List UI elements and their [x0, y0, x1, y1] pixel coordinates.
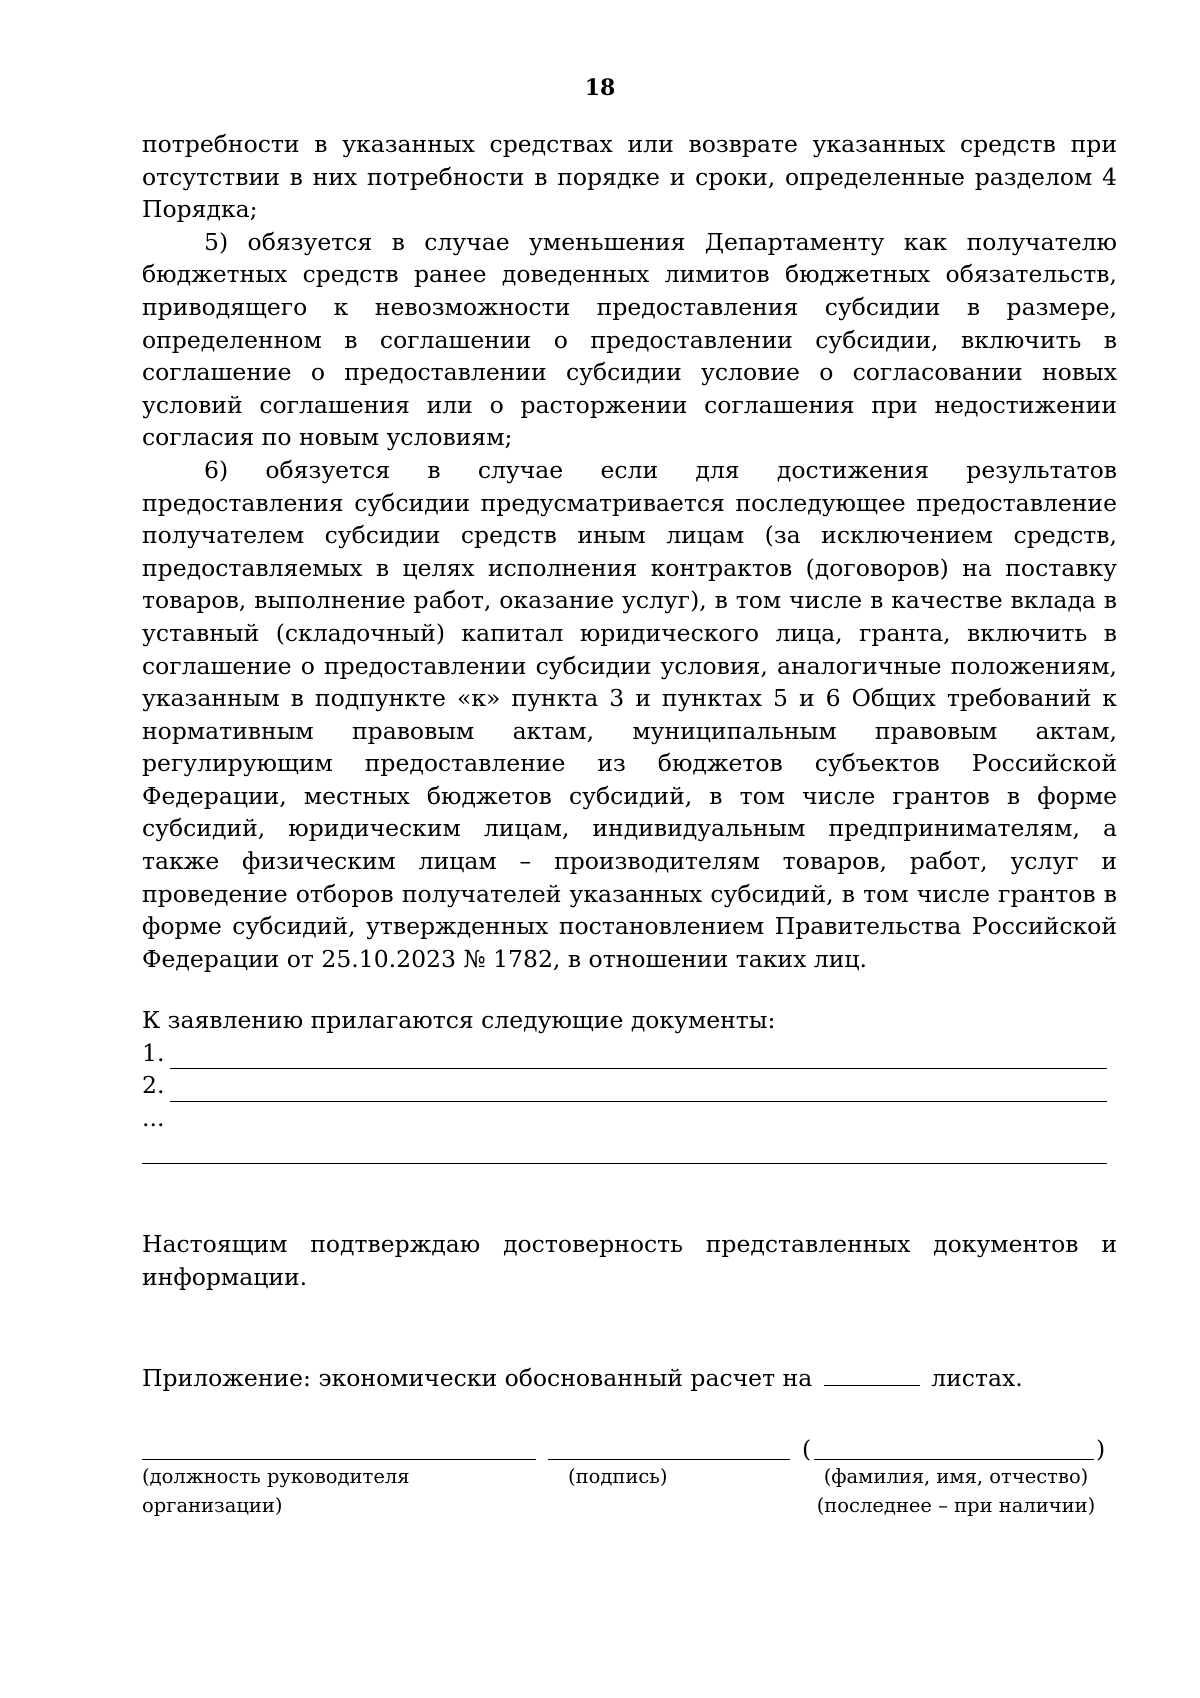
signature-blank-line [548, 1459, 790, 1460]
name-open-paren: ( [802, 1435, 812, 1463]
signature-caption: (подпись) [568, 1465, 668, 1488]
attachment-blank-line [170, 1077, 1107, 1102]
name-close-paren: ) [1096, 1435, 1106, 1463]
appendix-line [142, 1362, 1117, 1395]
attachment-number: 1. [142, 1038, 165, 1067]
page-number: 18 [584, 75, 616, 101]
sheet-count-blank [824, 1363, 920, 1386]
attachments-heading: К заявлению прилагаются следующие документы: [142, 1006, 776, 1034]
attachment-row [142, 1037, 1117, 1070]
appendix-text-before: Приложение: экономически обоснованный расчет на [142, 1364, 813, 1392]
appendix-text-after: листах. [931, 1364, 1023, 1392]
attachment-extra-line-row [142, 1134, 1117, 1164]
main-text [142, 128, 1117, 975]
attachments-section [142, 1004, 1117, 1164]
position-caption: (должность руководителя организации) [142, 1465, 410, 1517]
paragraph-item-5: 5) обязуется в случае уменьшения Департаменту как получателю бюджетных средств ранее доведенных лимитов бюджетных обязательств, приводящего к невозможности предоставления субсидии в размере, определенном в соглашении о предоставлении субсидии, включить в соглашение о предоставлении субсидии условие о согласовании новых условий соглашения или о расторжении соглашения при недостижении согласия по новым условиям; [142, 227, 1117, 452]
attachment-blank-line [142, 1163, 1107, 1164]
attachment-ellipsis: ... [142, 1103, 165, 1132]
signature-lines [142, 1430, 1117, 1463]
name-blank-line [814, 1459, 1094, 1460]
attachment-blank-line [170, 1044, 1107, 1069]
paragraph-item-6: 6) обязуется в случае если для достижения результатов предоставления субсидии предусматривается последующее предоставление получателем субсидии средств иным лицам (за исключением средств, предоставляемых в целях исполнения контрактов (договоров) на поставку товаров, выполнение работ, оказание услуг), в том числе в качестве вклада в уставный (складочный) капитал юридического лица, гранта, включить в соглашение о предоставлении субсидии условия, аналогичные положениям, указанным в подпункте «к» пункта 3 и пунктах 5 и 6 Общих требований к нормативным правовым актам, муниципальным правовым актам, регулирующим предоставление из бюджетов субъектов Российской Федерации, местных бюджетов субсидий, в том числе грантов в форме субсидий, юридическим лицам, индивидуальным предпринимателям, а также физическим лицам – производителям товаров, работ, услуг и проведение отборов получателей указанных субсидий, в том числе грантов в форме субсидий, утвержденных постановлением Правительства Российской Федерации от 25.10.2023 № 1782, в отношении таких лиц. [142, 455, 1117, 973]
attachment-number: 2. [142, 1071, 165, 1100]
position-blank-line [142, 1459, 536, 1460]
paragraph-continuation: потребности в указанных средствах или возврате указанных средств при отсутствии в них потребности в порядке и сроки, определенные разделом 4 Порядка; [142, 130, 1117, 224]
attachment-row [142, 1069, 1117, 1102]
confirmation-text: Настоящим подтверждаю достоверность представленных документов и информации. [142, 1230, 1117, 1291]
name-caption: (фамилия, имя, отчество) (последнее – при наличии) [816, 1465, 1096, 1517]
